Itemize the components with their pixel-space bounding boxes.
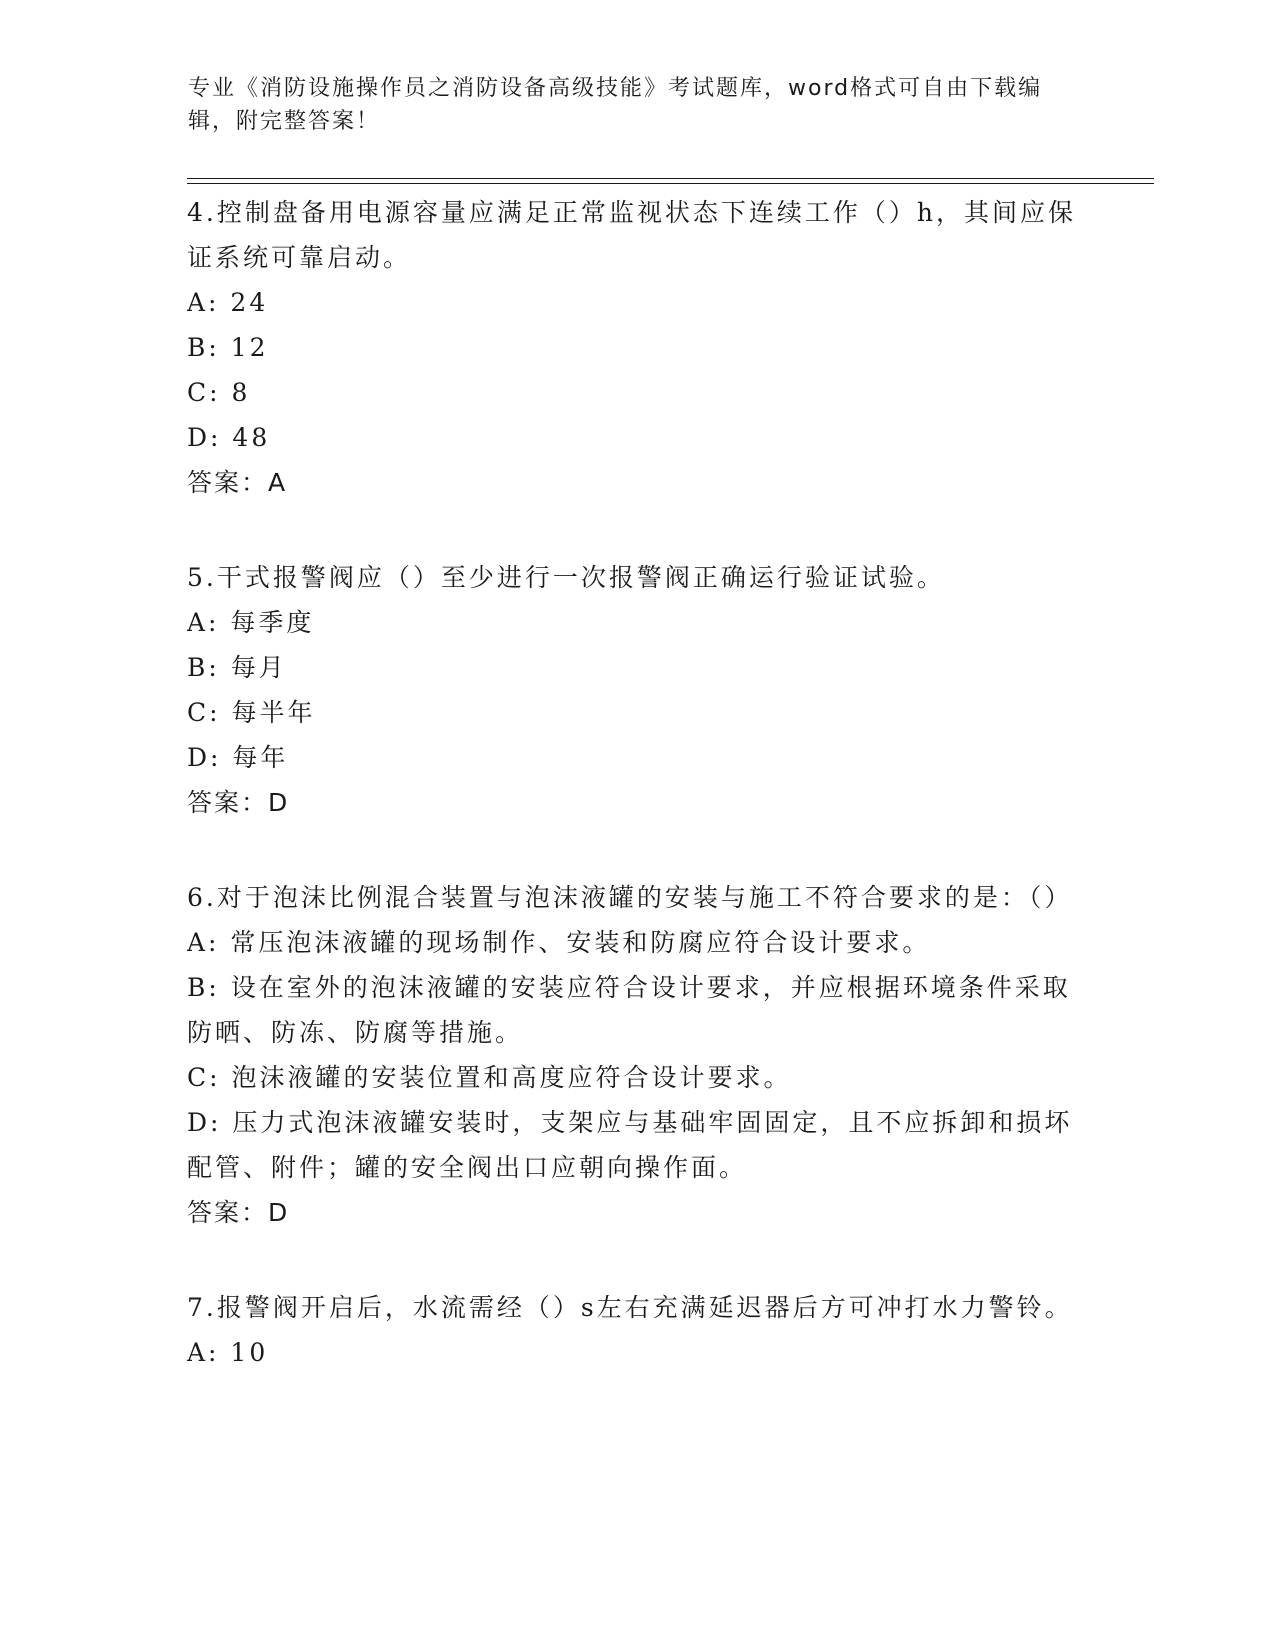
- question-stem: 7.报警阀开启后，水流需经（）s左右充满延迟器后方可冲打水力警铃。: [187, 1293, 1073, 1322]
- option-a: A: 常压泡沫液罐的现场制作、安装和防腐应符合设计要求。: [187, 928, 931, 957]
- option-c: C: 每半年: [187, 698, 316, 727]
- option-a: A: 24: [187, 288, 269, 317]
- question-7: [187, 1285, 1087, 1375]
- question-5: [187, 555, 1087, 825]
- question-6: [187, 875, 1087, 1235]
- header-divider-top: [187, 178, 1154, 179]
- option-a: A: 10: [187, 1338, 269, 1367]
- question-stem: 6.对于泡沫比例混合装置与泡沫液罐的安装与施工不符合要求的是：（）: [187, 883, 1073, 912]
- answer-line: 答案：A: [187, 468, 288, 497]
- document-header: 专业《消防设施操作员之消防设备高级技能》考试题库，word格式可自由下载编辑，附完整答案！: [188, 76, 1043, 134]
- answer-line: 答案：D: [187, 1198, 290, 1227]
- option-d: D: 每年: [187, 743, 289, 772]
- answer-line: 答案：D: [187, 788, 290, 817]
- question-4: [187, 190, 1087, 505]
- question-spacer: [187, 1235, 1087, 1285]
- question-list: [187, 190, 1087, 1375]
- question-spacer: [187, 825, 1087, 875]
- option-b: B: 每月: [187, 653, 287, 682]
- option-b: B: 设在室外的泡沫液罐的安装应符合设计要求，并应根据环境条件采取防晒、防冻、防腐等措施。: [187, 973, 1071, 1047]
- question-spacer: [187, 505, 1087, 555]
- option-b: B: 12: [187, 333, 269, 362]
- question-stem: 4.控制盘备用电源容量应满足正常监视状态下连续工作（）h，其间应保证系统可靠启动。: [187, 198, 1076, 272]
- option-a: A: 每季度: [187, 608, 315, 637]
- header-divider-bottom: [187, 183, 1154, 184]
- option-c: C: 8: [187, 378, 251, 407]
- option-d: D: 压力式泡沫液罐安装时，支架应与基础牢固固定，且不应拆卸和损坏配管、附件；罐的安全阀出口应朝向操作面。: [187, 1108, 1073, 1182]
- option-d: D: 48: [187, 423, 271, 452]
- option-c: C: 泡沫液罐的安装位置和高度应符合设计要求。: [187, 1063, 792, 1092]
- question-stem: 5.干式报警阀应（）至少进行一次报警阀正确运行验证试验。: [187, 563, 945, 592]
